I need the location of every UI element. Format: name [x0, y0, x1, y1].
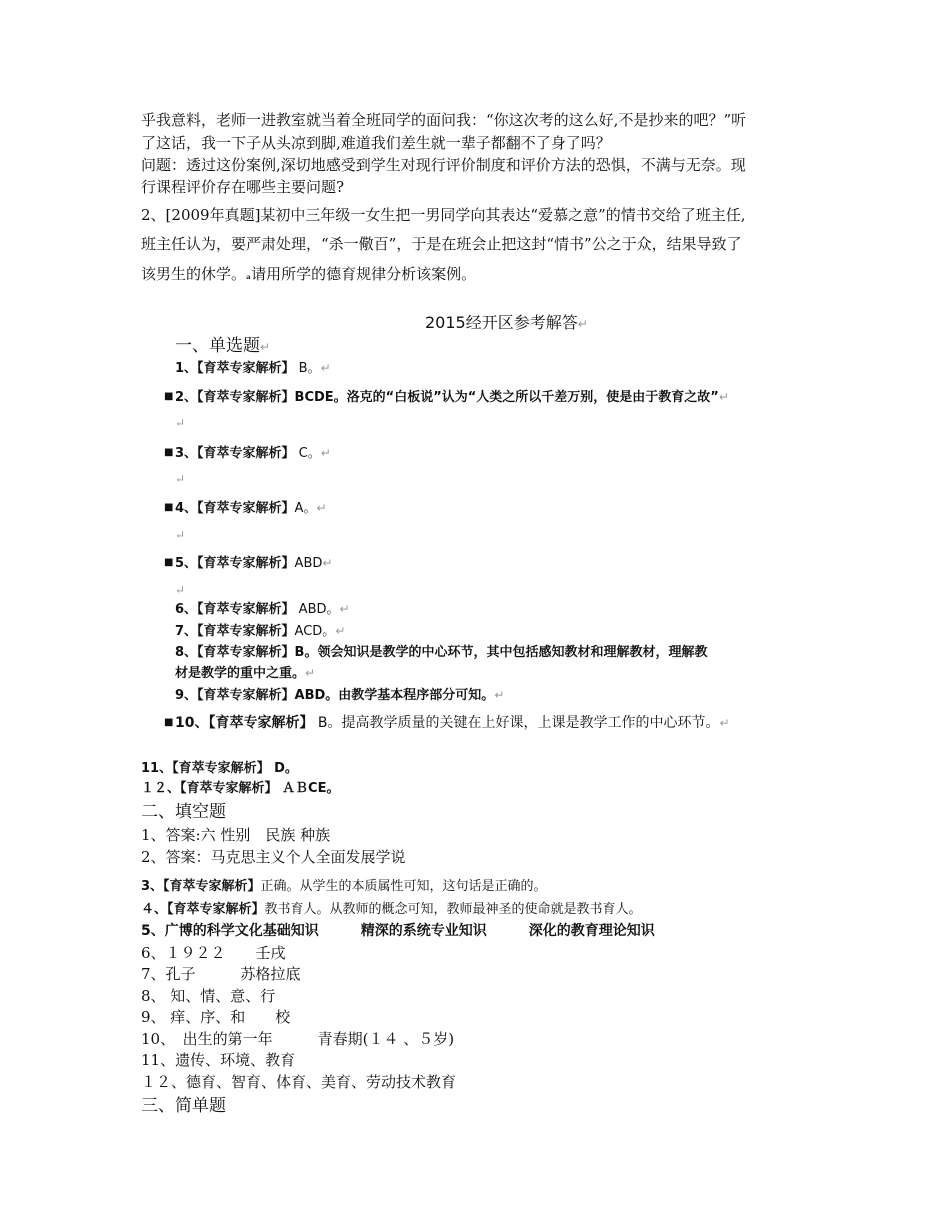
paragraph-mark-icon: ↵ — [320, 361, 331, 375]
bullet-icon: ■ — [164, 502, 174, 513]
mc-item-text: C。 — [294, 446, 321, 461]
mc-item-3 — [175, 447, 331, 460]
section-single-choice — [175, 338, 270, 355]
intro-line-1: 乎我意料，老师一进教室就当着全班同学的面问我：“你这次考的这么好,不是抄来的吧？”听 — [141, 111, 747, 129]
mc-item-5 — [175, 557, 332, 570]
case2-line-3-question: 请用所学的德育规律分析该案例。 — [251, 265, 477, 283]
paragraph-mark-icon: ↵ — [335, 624, 346, 638]
fill-answer-2: 2、答案：马克思主义个人全面发展学说 — [141, 848, 406, 866]
mc-item-2 — [175, 391, 729, 404]
mc-item-text: B。 — [294, 361, 321, 376]
paragraph-mark-icon: ↵ — [719, 716, 730, 730]
mc-item-label: 9、【育萃专家解析】 — [175, 688, 295, 703]
mc-item-text: B。提高教学质量的关键在上好课，上课是教学工作的中心环节。 — [313, 715, 720, 731]
mc-item-label: 7、【育萃专家解析】 — [175, 624, 295, 639]
section-fill-blank: 二、填空题 — [141, 802, 226, 822]
fill-answer-label: 3、【育萃专家解析】 — [141, 879, 261, 894]
mc-item-7 — [175, 625, 345, 638]
bullet-icon: ■ — [164, 557, 174, 568]
mc-item-10 — [175, 716, 730, 730]
fill-answer-8: 8、 知、情、意、行 — [141, 987, 276, 1005]
mc-item-text: ABD — [294, 556, 323, 571]
mc-item-text: BCDE。洛克的“白板说”认为“人类之所以千差万别，使是由于教育之故” — [294, 390, 719, 405]
fill-answer-7: 7、孔子 苏格拉底 — [141, 965, 301, 983]
intro-line-2: 了这话，我一下子从头凉到脚,难道我们差生就一辈子都翻不了身了吗？ — [141, 134, 611, 152]
mc-item-label: 1、【育萃专家解析】 — [175, 361, 295, 376]
mc-item-label: 5、【育萃专家解析】 — [175, 556, 295, 571]
answer-title-text: 2015经开区参考解答 — [425, 313, 578, 332]
fill-answer-6: 6、１９２２ 壬戌 — [141, 944, 286, 962]
mc-item-11: 11、【育萃专家解析】 D。 — [141, 761, 298, 776]
bullet-icon: ■ — [164, 447, 174, 458]
mc-item-text: A。 — [294, 501, 317, 516]
bullet-icon: ■ — [164, 391, 174, 402]
mc-item-text: 材是教学的重中之重。 — [175, 666, 306, 681]
fill-answer-1: 1、答案:六 性别 民族 种族 — [141, 826, 331, 844]
fill-answer-4 — [141, 903, 642, 916]
paragraph-mark-icon: ↵ — [175, 416, 186, 430]
case2-line-1: 2、[2009年真题]某初中三年级一女生把一男同学向其表达“爱慕之意”的情书交给了班主任, — [141, 206, 746, 224]
mc-item-text: ABD。由教学基本程序部分可知。 — [294, 688, 495, 703]
mc-item-label: 3、【育萃专家解析】 — [175, 446, 295, 461]
answer-title — [425, 315, 588, 331]
anchor-icon: ₐ — [246, 269, 252, 282]
paragraph-mark-icon: ↵ — [718, 390, 729, 404]
fill-answer-text: 教书育人。从教师的概念可知，教师最神圣的使命就是教书育人。 — [264, 902, 642, 917]
mc-item-6 — [175, 603, 350, 616]
fill-answer-10: 10、 出生的第一年 青春期(１４ 、５岁) — [141, 1030, 455, 1048]
paragraph-mark-icon: ↵ — [260, 340, 271, 354]
fill-answer-3 — [141, 880, 547, 893]
mc-item-1 — [175, 362, 331, 375]
question-line-2: 行课程评价存在哪些主要问题? — [141, 178, 345, 196]
bullet-icon: ■ — [164, 717, 174, 728]
case2-line-3-text: 该男生的休学。 — [141, 265, 247, 283]
paragraph-mark-icon: ↵ — [494, 688, 505, 702]
section-single-choice-text: 一、单选题 — [175, 336, 260, 356]
question-line-1: 问题：透过这份案例,深切地感受到学生对现行评价制度和评价方法的恐惧，不满与无奈。现 — [141, 156, 746, 174]
paragraph-mark-icon: ↵ — [175, 472, 186, 486]
mc-item-label: 6、【育萃专家解析】 — [175, 602, 295, 617]
mc-item-label: 2、【育萃专家解析】 — [175, 390, 295, 405]
mc-item-text: B。领会知识是教学的中心环节，其中包括感知教材和理解教材，理解教 — [294, 645, 708, 660]
case2-line-2: 班主任认为，要严肃处理，“杀一儆百”，于是在班会止把这封“情书”公之于众，结果导致了 — [141, 235, 742, 253]
mc-item-12: １２、【育萃专家解析】 ＡＢCE。 — [141, 781, 340, 796]
mc-item-text: ACD。 — [294, 624, 336, 639]
paragraph-mark-icon: ↵ — [339, 602, 350, 616]
mc-item-label: 10、【育萃专家解析】 — [175, 715, 314, 731]
paragraph-mark-icon: ↵ — [175, 583, 186, 597]
mc-item-9 — [175, 689, 504, 702]
paragraph-mark-icon: ↵ — [577, 317, 588, 331]
paragraph-mark-icon: ↵ — [305, 666, 316, 680]
section-short-answer: 三、简单题 — [141, 1096, 226, 1116]
mc-item-8-cont — [175, 667, 315, 680]
mc-item-8 — [175, 646, 707, 659]
fill-answer-text: 正确。从学生的本质属性可知，这句话是正确的。 — [260, 879, 547, 894]
mc-item-text: ABD。 — [294, 602, 340, 617]
mc-item-label: 8、【育萃专家解析】 — [175, 645, 295, 660]
fill-answer-label: ４、【育萃专家解析】 — [141, 902, 265, 917]
fill-answer-9: 9、 痒、序、和 校 — [141, 1008, 291, 1026]
case2-line-3 — [141, 267, 476, 282]
paragraph-mark-icon: ↵ — [322, 556, 333, 570]
mc-item-4 — [175, 502, 327, 515]
fill-answer-5: 5、广博的科学文化基础知识 精深的系统专业知识 深化的教育理论知识 — [141, 923, 655, 939]
paragraph-mark-icon: ↵ — [316, 501, 327, 515]
fill-answer-12: １２、德育、智育、体育、美育、劳动技术教育 — [141, 1073, 457, 1091]
paragraph-mark-icon: ↵ — [320, 446, 331, 460]
mc-item-label: 4、【育萃专家解析】 — [175, 501, 295, 516]
fill-answer-11: 11、遗传、环境、教育 — [141, 1051, 296, 1069]
paragraph-mark-icon: ↵ — [175, 528, 186, 542]
